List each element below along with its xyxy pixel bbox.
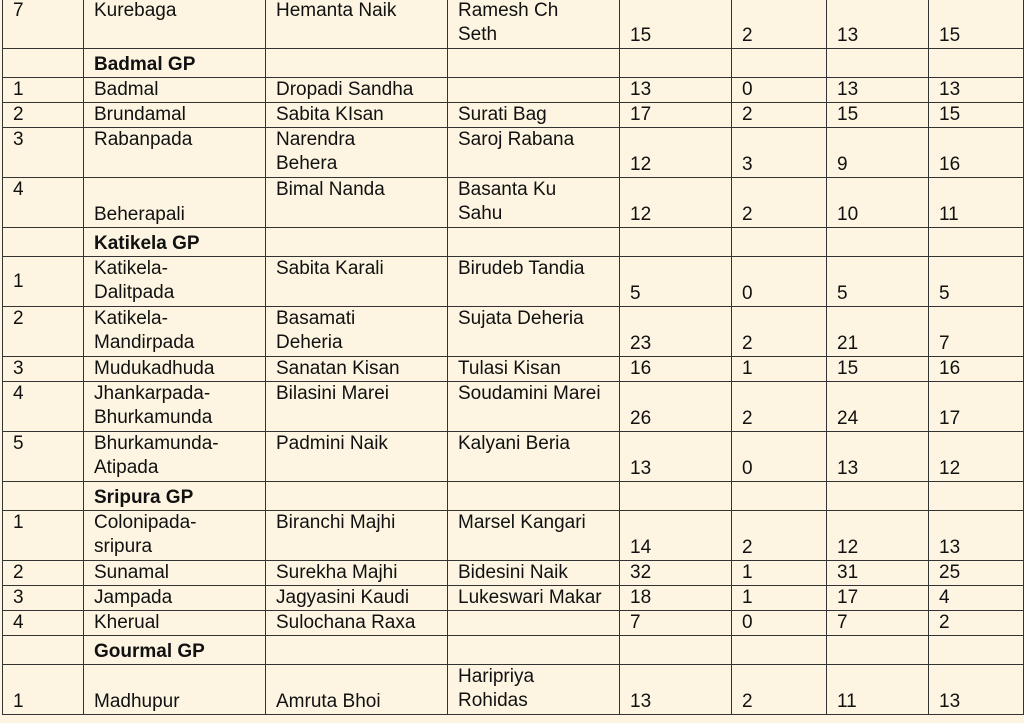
- count-cell: 2: [732, 103, 827, 128]
- empty-cell: [620, 482, 732, 511]
- row-number: 4: [3, 382, 84, 432]
- table-row: [3, 382, 1024, 432]
- leader-name: Padmini Naik: [266, 432, 448, 482]
- count-cell: 12: [620, 128, 732, 178]
- empty-cell: [448, 636, 620, 665]
- member-name: [448, 78, 620, 103]
- member-name: Soudamini Marei: [448, 382, 620, 432]
- count-cell: 13: [929, 665, 1024, 715]
- gp-header-row: [3, 482, 1024, 511]
- empty-cell: [827, 228, 929, 257]
- count-cell: 2: [732, 0, 827, 49]
- empty-cell: [3, 49, 84, 78]
- count-cell: 13: [827, 0, 929, 49]
- gp-name: Gourmal GP: [84, 636, 266, 665]
- empty-cell: [448, 228, 620, 257]
- count-cell: 16: [929, 357, 1024, 382]
- village-name: Mudukadhuda: [84, 357, 266, 382]
- count-cell: 5: [929, 257, 1024, 307]
- count-cell: 0: [732, 257, 827, 307]
- empty-cell: [620, 228, 732, 257]
- count-cell: 7: [620, 611, 732, 636]
- row-number: 2: [3, 307, 84, 357]
- empty-cell: [929, 482, 1024, 511]
- table-row: [3, 307, 1024, 357]
- count-cell: 7: [827, 611, 929, 636]
- table-row: [3, 78, 1024, 103]
- count-cell: 16: [620, 357, 732, 382]
- count-cell: 2: [732, 382, 827, 432]
- count-cell: 1: [732, 357, 827, 382]
- count-cell: 32: [620, 561, 732, 586]
- member-name: Bidesini Naik: [448, 561, 620, 586]
- count-cell: 13: [620, 432, 732, 482]
- empty-cell: [3, 482, 84, 511]
- empty-cell: [732, 49, 827, 78]
- leader-name: Sabita KIsan: [266, 103, 448, 128]
- table-row: [3, 432, 1024, 482]
- count-cell: 15: [929, 103, 1024, 128]
- count-cell: 11: [929, 178, 1024, 228]
- count-cell: 13: [827, 78, 929, 103]
- empty-cell: [266, 49, 448, 78]
- leader-name: Bilasini Marei: [266, 382, 448, 432]
- village-name: Colonipada- sripura: [84, 511, 266, 561]
- table-row: [3, 511, 1024, 561]
- count-cell: 15: [827, 103, 929, 128]
- row-number: 1: [3, 511, 84, 561]
- member-name: Lukeswari Makar: [448, 586, 620, 611]
- gp-header-row: [3, 49, 1024, 78]
- empty-cell: [929, 49, 1024, 78]
- empty-cell: [3, 636, 84, 665]
- leader-name: Basamati Deheria: [266, 307, 448, 357]
- row-number: 1: [3, 78, 84, 103]
- village-name: Bhurkamunda- Atipada: [84, 432, 266, 482]
- leader-name: Hemanta Naik: [266, 0, 448, 49]
- count-cell: 0: [732, 611, 827, 636]
- empty-cell: [620, 49, 732, 78]
- empty-cell: [266, 636, 448, 665]
- count-cell: 12: [929, 432, 1024, 482]
- gp-name: Badmal GP: [84, 49, 266, 78]
- count-cell: 0: [732, 432, 827, 482]
- count-cell: 2: [732, 665, 827, 715]
- village-name: Kurebaga: [84, 0, 266, 49]
- count-cell: 3: [732, 128, 827, 178]
- row-number: 2: [3, 103, 84, 128]
- count-cell: 31: [827, 561, 929, 586]
- count-cell: 21: [827, 307, 929, 357]
- count-cell: 7: [929, 307, 1024, 357]
- member-name: Marsel Kangari: [448, 511, 620, 561]
- leader-name: Sabita Karali: [266, 257, 448, 307]
- empty-cell: [827, 49, 929, 78]
- village-name: Kherual: [84, 611, 266, 636]
- count-cell: 17: [827, 586, 929, 611]
- empty-cell: [827, 636, 929, 665]
- gp-header-row: [3, 228, 1024, 257]
- count-cell: 4: [929, 586, 1024, 611]
- village-name: Katikela- Mandirpada: [84, 307, 266, 357]
- leader-name: Bimal Nanda: [266, 178, 448, 228]
- village-name: Jhankarpada- Bhurkamunda: [84, 382, 266, 432]
- leader-name: Surekha Majhi: [266, 561, 448, 586]
- table-row: [3, 128, 1024, 178]
- row-number: 1: [3, 665, 84, 715]
- empty-cell: [732, 228, 827, 257]
- count-cell: 1: [732, 586, 827, 611]
- count-cell: 24: [827, 382, 929, 432]
- count-cell: 12: [620, 178, 732, 228]
- member-name: Basanta Ku Sahu: [448, 178, 620, 228]
- gp-name: Sripura GP: [84, 482, 266, 511]
- count-cell: 26: [620, 382, 732, 432]
- empty-cell: [266, 228, 448, 257]
- member-name: Ramesh Ch Seth: [448, 0, 620, 49]
- member-name: Saroj Rabana: [448, 128, 620, 178]
- empty-cell: [448, 482, 620, 511]
- count-cell: 2: [929, 611, 1024, 636]
- table-body: [3, 0, 1024, 715]
- member-name: Birudeb Tandia: [448, 257, 620, 307]
- count-cell: 5: [827, 257, 929, 307]
- empty-cell: [732, 482, 827, 511]
- count-cell: 1: [732, 561, 827, 586]
- count-cell: 23: [620, 307, 732, 357]
- row-number: 3: [3, 357, 84, 382]
- table-row: [3, 178, 1024, 228]
- table-row: [3, 611, 1024, 636]
- count-cell: 13: [929, 511, 1024, 561]
- member-name: [448, 611, 620, 636]
- leader-name: Amruta Bhoi: [266, 665, 448, 715]
- empty-cell: [929, 228, 1024, 257]
- count-cell: 15: [929, 0, 1024, 49]
- row-number: 3: [3, 128, 84, 178]
- village-name: Jampada: [84, 586, 266, 611]
- count-cell: 2: [732, 511, 827, 561]
- member-name: Haripriya Rohidas: [448, 665, 620, 715]
- table-row: [3, 586, 1024, 611]
- village-table: [2, 0, 1024, 715]
- count-cell: 25: [929, 561, 1024, 586]
- row-number: 5: [3, 432, 84, 482]
- member-name: Tulasi Kisan: [448, 357, 620, 382]
- leader-name: Sanatan Kisan: [266, 357, 448, 382]
- empty-cell: [266, 482, 448, 511]
- count-cell: 2: [732, 178, 827, 228]
- leader-name: Biranchi Majhi: [266, 511, 448, 561]
- count-cell: 13: [620, 78, 732, 103]
- member-name: Surati Bag: [448, 103, 620, 128]
- member-name: Kalyani Beria: [448, 432, 620, 482]
- empty-cell: [929, 636, 1024, 665]
- table-row: [3, 665, 1024, 715]
- count-cell: 13: [929, 78, 1024, 103]
- empty-cell: [448, 49, 620, 78]
- village-name: Madhupur: [84, 665, 266, 715]
- village-name: Sunamal: [84, 561, 266, 586]
- row-number: 7: [3, 0, 84, 49]
- count-cell: 13: [620, 665, 732, 715]
- village-name: Rabanpada: [84, 128, 266, 178]
- table-row: [3, 357, 1024, 382]
- count-cell: 18: [620, 586, 732, 611]
- empty-cell: [3, 228, 84, 257]
- table-row: [3, 103, 1024, 128]
- row-number: 2: [3, 561, 84, 586]
- count-cell: 15: [620, 0, 732, 49]
- gp-header-row: [3, 636, 1024, 665]
- count-cell: 15: [827, 357, 929, 382]
- count-cell: 13: [827, 432, 929, 482]
- row-number: 4: [3, 611, 84, 636]
- row-number: 4: [3, 178, 84, 228]
- village-name: Badmal: [84, 78, 266, 103]
- village-name: Brundamal: [84, 103, 266, 128]
- empty-cell: [827, 482, 929, 511]
- row-number: 3: [3, 586, 84, 611]
- count-cell: 5: [620, 257, 732, 307]
- count-cell: 16: [929, 128, 1024, 178]
- count-cell: 0: [732, 78, 827, 103]
- leader-name: Jagyasini Kaudi: [266, 586, 448, 611]
- village-name: Katikela- Dalitpada: [84, 257, 266, 307]
- count-cell: 14: [620, 511, 732, 561]
- count-cell: 17: [929, 382, 1024, 432]
- member-name: Sujata Deheria: [448, 307, 620, 357]
- empty-cell: [732, 636, 827, 665]
- count-cell: 9: [827, 128, 929, 178]
- gp-name: Katikela GP: [84, 228, 266, 257]
- row-number: 1: [3, 257, 84, 307]
- empty-cell: [620, 636, 732, 665]
- table-row: [3, 561, 1024, 586]
- village-name: Beherapali: [84, 178, 266, 228]
- leader-name: Narendra Behera: [266, 128, 448, 178]
- leader-name: Sulochana Raxa: [266, 611, 448, 636]
- count-cell: 2: [732, 307, 827, 357]
- count-cell: 11: [827, 665, 929, 715]
- count-cell: 17: [620, 103, 732, 128]
- count-cell: 12: [827, 511, 929, 561]
- leader-name: Dropadi Sandha: [266, 78, 448, 103]
- count-cell: 10: [827, 178, 929, 228]
- table-row: [3, 257, 1024, 307]
- table-row: [3, 0, 1024, 49]
